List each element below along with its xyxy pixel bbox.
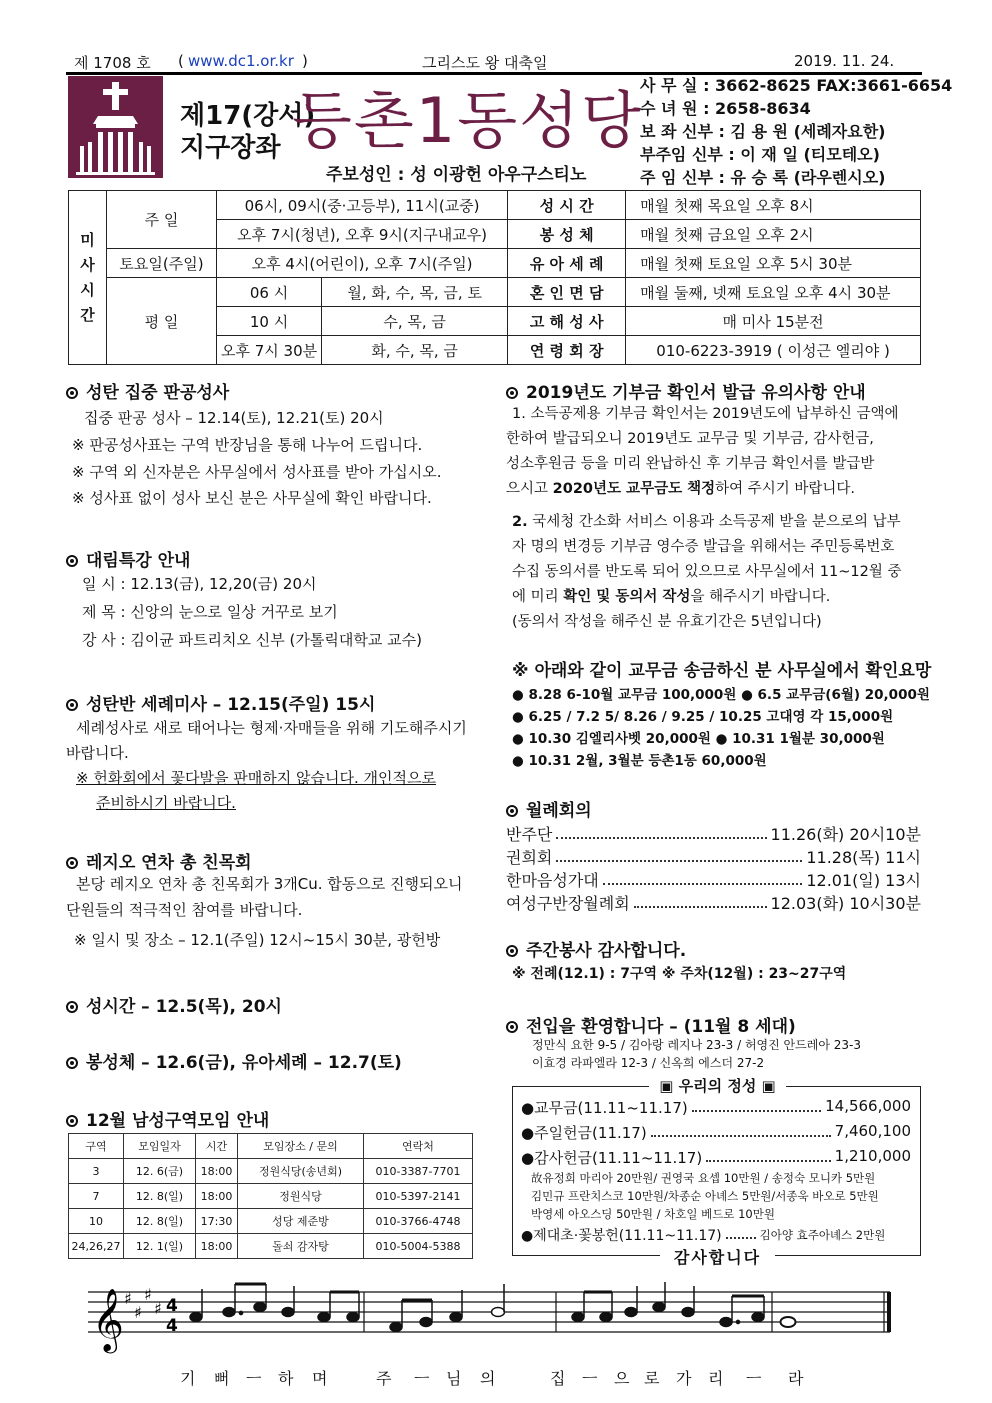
district-line-1: 제17(강서) [180, 101, 316, 131]
lyric-syllable: 으 [614, 1369, 630, 1388]
section-title-service-thanks [506, 936, 686, 961]
sunday-label: 주 일 [107, 191, 217, 249]
lyric-syllable: ㅡ [246, 1369, 262, 1388]
offering-box [512, 1077, 921, 1267]
leader-dots [706, 1147, 830, 1162]
row-label: 연 령 회 장 [508, 336, 626, 365]
remittance-line: ● 6.25 / 7.2 5/ 8.26 / 9.25 / 10.25 고대영 각 15,000원 [512, 709, 894, 725]
remittance-line: ● 10.30 김엘리사벳 20,000원 ● 10.31 1월분 30,000원 [512, 731, 885, 747]
table-cell: 18:00 [196, 1234, 238, 1259]
receipt-number: 2. [512, 514, 528, 530]
row-label: 고 해 성 사 [508, 307, 626, 336]
lyric-syllable: 주 [376, 1369, 392, 1388]
lyric-syllable: ㅡ [746, 1369, 762, 1388]
side-char: 시 [80, 280, 95, 299]
table-cell: 12. 8(일) [124, 1209, 196, 1234]
staff-svg [66, 1276, 924, 1360]
offering-row [521, 1147, 911, 1168]
lyric-syllable: 님 [446, 1369, 462, 1388]
leader-dots [634, 891, 767, 908]
leader-dots [556, 845, 802, 862]
header-bar [66, 52, 922, 72]
confession-line: 집중 판공 성사 – 12.14(토), 12.21(토) 20시 [84, 409, 384, 427]
title-text: 성탄 집중 판공성사 [86, 383, 230, 403]
patron-saint: 주보성인 : 성 이광헌 아우구스티노 [326, 165, 587, 185]
advent-line: 제 목 : 신앙의 눈으로 일상 거꾸로 보기 [82, 603, 338, 621]
table-cell: 18:00 [196, 1159, 238, 1184]
bullet-icon [66, 1001, 78, 1013]
table-row [69, 1209, 473, 1234]
receipt-text: 에 미리 [512, 589, 559, 605]
table-header: 모임장소 / 문의 [238, 1134, 364, 1159]
offering-amount: 1,210,000 [834, 1147, 911, 1165]
offering-name: ●제대초·꽃봉헌(11.11~11.17) [521, 1228, 722, 1244]
row-value: 매월 둘째, 넷째 토요일 오후 4시 30분 [626, 278, 921, 307]
lyric-syllable: 뻐 [214, 1369, 230, 1388]
title-text: 대림특강 안내 [86, 551, 191, 571]
sunday-times-2: 오후 7시(청년), 오후 9시(지구내교우) [217, 220, 508, 249]
table-cell: 12. 1(일) [124, 1234, 196, 1259]
contact-line: 부주임 신부 : 이 재 일 (티모테오) [640, 145, 880, 164]
church-title: 등촌1동성당 [292, 84, 643, 157]
sharp-icon: ♯ [134, 1303, 142, 1322]
bullet-icon [66, 555, 78, 567]
weekday-time: 오후 7시 30분 [217, 336, 322, 365]
section-title-confession [66, 378, 229, 403]
weekday-days: 화, 수, 목, 금 [322, 336, 508, 365]
contact-line: 주 임 신부 : 유 승 록 (라우렌시오) [640, 168, 886, 187]
row-label: 성 시 간 [508, 191, 626, 220]
leader-dots [556, 822, 766, 839]
receipt-emphasis: 확인 및 동의서 작성 [563, 589, 691, 605]
row-label: 봉 성 체 [508, 220, 626, 249]
title-text: 전입을 환영합니다 – (11월 8 세대) [526, 1017, 796, 1037]
offering-row [521, 1097, 911, 1118]
table-row [69, 1234, 473, 1259]
receipt-text: 을 해주시기 바랍니다. [690, 589, 831, 605]
title-text: 2019년도 기부금 확인서 발급 유의사항 안내 [526, 383, 866, 403]
row-label: 혼 인 면 담 [508, 278, 626, 307]
legio-line: ※ 일시 및 장소 – 12.1(주일) 12시~15시 30분, 광헌방 [74, 931, 441, 949]
detail-line: 박영세 아오스딩 50만원 / 차호일 베드로 10만원 [531, 1207, 775, 1221]
baptism-line: 세례성사로 새로 태어나는 형제·자매들을 위해 기도해주시기 [76, 719, 467, 737]
meeting-time: 11.26(화) 20시10분 [770, 825, 921, 844]
table-cell: 010-5004-5388 [364, 1234, 473, 1259]
bullet-icon [66, 857, 78, 869]
table-cell: 12. 6(금) [124, 1159, 196, 1184]
leader-dots [726, 1225, 756, 1239]
row-value: 매 미사 15분전 [626, 307, 921, 336]
table-cell: 돌쇠 감자탕 [238, 1234, 364, 1259]
offering-amount: 14,566,000 [825, 1097, 911, 1115]
bullet-icon [66, 387, 78, 399]
table-cell: 17:30 [196, 1209, 238, 1234]
lyric-syllable: 며 [312, 1369, 328, 1388]
thanks-text: 감사합니다 [660, 1248, 775, 1267]
title-text: 봉성체 – 12.6(금), 유아세례 – 12.7(토) [86, 1053, 402, 1073]
website-link[interactable]: www.dc1.or.kr [188, 52, 294, 70]
legio-line: 단원들의 적극적인 참여를 바랍니다. [66, 901, 303, 919]
contact-line: 보 좌 신부 : 김 용 원 (세례자요한) [640, 122, 886, 141]
table-cell: 010-5397-2141 [364, 1184, 473, 1209]
table-cell: 7 [69, 1184, 124, 1209]
saturday-times: 오후 4시(어린이), 오후 7시(주일) [217, 249, 508, 278]
meeting-time: 11.28(목) 11시 [806, 848, 921, 867]
baptism-line: 준비하시기 바랍니다. [96, 794, 236, 812]
sharp-icon: ♯ [124, 1289, 132, 1308]
thanksgiving-detail [531, 1169, 879, 1223]
receipt-line: 자 명의 변경등 기부금 영수증 발급을 위해서는 주민등록번호 [512, 539, 895, 555]
offering-row [521, 1122, 911, 1143]
table-cell: 010-3766-4748 [364, 1209, 473, 1234]
treble-clef-icon: 𝄞 [92, 1288, 124, 1351]
confession-line: ※ 성사표 없이 성사 보신 분은 사무실에 확인 바랍니다. [72, 489, 432, 507]
meeting-row [506, 891, 921, 914]
table-row [69, 1159, 473, 1184]
receipt-line [512, 585, 830, 610]
lyric-syllable: 의 [480, 1369, 496, 1388]
receipt-line: 수집 동의서를 반도록 되어 있으므로 사무실에서 11~12월 중 [512, 564, 902, 580]
offering-name: ●교무금(11.11~11.17) [521, 1099, 688, 1117]
advent-line: 강 사 : 김이균 파트리치오 신부 (가톨릭대학교 교수) [82, 631, 422, 649]
sunday-times-1: 06시, 09시(중·고등부), 11시(교중) [217, 191, 508, 220]
bullet-icon [66, 699, 78, 711]
title-text: 주간봉사 감사합니다. [526, 941, 687, 961]
lyric-syllable: 라 [788, 1369, 804, 1388]
bullet-icon [506, 387, 518, 399]
side-char: 간 [80, 305, 95, 324]
welcome-line: 정만식 요한 9-5 / 김아랑 레지나 23-3 / 허영진 안드레아 23-3 [532, 1038, 861, 1052]
table-header: 모임일자 [124, 1134, 196, 1159]
mens-meeting-table [68, 1133, 473, 1259]
baptism-line: 바랍니다. [66, 744, 129, 762]
leader-dots [651, 1122, 831, 1137]
receipt-line: 성소후원금 등을 미리 완납하신 후 기부금 확인서를 발급받 [506, 456, 875, 472]
meeting-name: 여성구반장월례회 [506, 894, 630, 913]
offering-name: ●감사헌금(11.11~11.17) [521, 1149, 703, 1167]
receipt-text: 으시고 [506, 481, 549, 497]
section-title-donation-receipt [506, 378, 866, 403]
lyric-syllable: 리 [708, 1369, 724, 1388]
thanks-wrap [513, 1245, 922, 1268]
lyric-syllable: ㅡ [582, 1369, 598, 1388]
leader-dots [692, 1097, 821, 1112]
remittance-line: ● 8.28 6-10월 교무금 100,000원 ● 6.5 교무금(6월) 20,000원 [512, 687, 930, 703]
meeting-name: 한마음성가대 [506, 871, 599, 890]
confession-line: ※ 판공성사표는 구역 반장님을 통해 나누어 드립니다. [72, 436, 423, 454]
title-text: 성탄반 세례미사 – 12.15(주일) 15시 [86, 695, 376, 715]
section-title-holy-hour [66, 992, 282, 1017]
section-title-welcome [506, 1012, 796, 1037]
section-title-advent [66, 546, 190, 571]
bullet-icon [66, 1115, 78, 1127]
meeting-row [506, 822, 921, 845]
meeting-name: 권희회 [506, 848, 553, 867]
meeting-name: 반주단 [506, 825, 553, 844]
row-label: 유 아 세 례 [508, 249, 626, 278]
offering-title: ▣ 우리의 정성 ▣ [649, 1077, 785, 1095]
table-header: 연락처 [364, 1134, 473, 1159]
lyric-syllable: 하 [278, 1369, 294, 1388]
paren-open: ( [178, 52, 184, 70]
section-title-communion [66, 1048, 402, 1073]
saturday-label: 토요일(주일) [107, 249, 217, 278]
issue-number: 제 1708 호 [74, 54, 151, 72]
weekday-label: 평 일 [107, 278, 217, 365]
table-cell: 성당 제준방 [238, 1209, 364, 1234]
section-title-monthly-meeting [506, 796, 592, 821]
bullet-icon [506, 945, 518, 957]
music-staff [66, 1276, 924, 1360]
meeting-time: 12.03(화) 10시30분 [770, 894, 921, 913]
weekday-days: 월, 화, 수, 목, 금, 토 [322, 278, 508, 307]
time-sig-top: 4 [166, 1296, 178, 1316]
confession-line: ※ 구역 외 신자분은 사무실에서 성사표를 받아 가십시오. [72, 463, 442, 481]
mass-schedule-table [68, 190, 921, 365]
detail-line: 김민규 프란치스코 10만원/차종순 아녜스 5만원/서종욱 바오로 5만원 [531, 1189, 879, 1203]
section-title-baptism [66, 690, 375, 715]
offering-amount: 김아양 효주아녜스 2만원 [759, 1228, 886, 1242]
table-header-row [69, 1134, 473, 1159]
table-cell: 12. 8(일) [124, 1184, 196, 1209]
contact-line: 사 무 실 : 3662-8625 FAX:3661-6654 [640, 76, 953, 95]
row-value: 010-6223-3919 ( 이성근 엘리야 ) [626, 336, 921, 365]
table-cell: 정원식당(송년회) [238, 1159, 364, 1184]
weekday-days: 수, 목, 금 [322, 307, 508, 336]
section-title-mens-meeting [66, 1106, 269, 1131]
title-text: 월례회의 [526, 801, 592, 821]
section-title-remittance-check: ※ 아래와 같이 교무금 송금하신 분 사무실에서 확인요망 [512, 661, 932, 681]
offering-amount: 7,460,100 [834, 1122, 911, 1140]
baptism-line: ※ 헌화회에서 꽃다발을 판매하지 않습니다. 개인적으로 [76, 769, 436, 787]
legio-line: 본당 레지오 연차 총 친목회가 3개Cu. 합동으로 진행되오니 [76, 875, 463, 893]
leader-dots [603, 868, 803, 885]
offering-name: ●주일헌금(11.17) [521, 1124, 647, 1142]
table-header: 시간 [196, 1134, 238, 1159]
row-value: 매월 첫째 금요일 오후 2시 [626, 220, 921, 249]
feast-name: 그리스도 왕 대축일 [422, 54, 548, 72]
time-sig-bottom: 4 [166, 1316, 178, 1336]
title-text: 12월 남성구역모임 안내 [86, 1111, 270, 1131]
table-cell: 정원식당 [238, 1184, 364, 1209]
sharp-icon: ♯ [144, 1285, 152, 1304]
receipt-text: 국세청 간소화 서비스 이용과 소득공제 받을 분으로의 납부 [532, 514, 901, 530]
lyric-syllable: 기 [180, 1369, 196, 1388]
meeting-time: 12.01(일) 13시 [806, 871, 921, 890]
issue-date: 2019. 11. 24. [794, 52, 895, 70]
lyric-syllable: 로 [644, 1369, 660, 1388]
advent-line: 일 시 : 12.13(금), 12,20(금) 20시 [82, 575, 317, 593]
detail-line: 故유정희 마리아 20만원/ 권영국 요셉 10만원 / 송정숙 모니카 5만원 [531, 1171, 876, 1185]
lyric-syllable: 집 [550, 1369, 566, 1388]
row-value: 매월 첫째 토요일 오후 5시 30분 [626, 249, 921, 278]
mass-time-label [69, 191, 107, 365]
offering-row [521, 1225, 911, 1245]
receipt-line [512, 510, 901, 535]
weekday-time: 10 시 [217, 307, 322, 336]
weekday-time: 06 시 [217, 278, 322, 307]
paren-close: ) [302, 52, 308, 70]
table-cell: 010-3387-7701 [364, 1159, 473, 1184]
lyric-syllable: 가 [676, 1369, 692, 1388]
row-value: 매월 첫째 목요일 오후 8시 [626, 191, 921, 220]
lyric-syllable: ㅡ [414, 1369, 430, 1388]
table-cell: 24,26,27 [69, 1234, 124, 1259]
table-cell: 3 [69, 1159, 124, 1184]
service-line: ※ 전례(12.1) : 7구역 ※ 주차(12월) : 23~27구역 [512, 966, 847, 982]
sharp-icon: ♯ [154, 1299, 162, 1318]
section-title-legio [66, 848, 252, 873]
offering-title-wrap [513, 1075, 922, 1096]
receipt-line: (동의서 작성을 해주신 분 유효기간은 5년입니다) [512, 614, 822, 630]
remittance-line: ● 10.31 2월, 3월분 등촌1동 60,000원 [512, 753, 767, 769]
church-logo [68, 76, 163, 178]
welcome-line: 이효경 라파엘라 12-3 / 신옥희 에스더 27-2 [532, 1056, 765, 1070]
table-cell: 10 [69, 1209, 124, 1234]
bullet-icon [506, 805, 518, 817]
receipt-line: 1. 소득공제용 기부금 확인서는 2019년도에 납부하신 금액에 [512, 406, 899, 422]
contact-list [640, 74, 952, 189]
receipt-line: 한하여 발급되오니 2019년도 교무금 및 기부금, 감사헌금, [506, 431, 874, 447]
side-char: 미 [80, 230, 95, 249]
title-text: 레지오 연차 총 친목회 [86, 853, 252, 873]
meeting-row [506, 868, 921, 891]
table-row [69, 1184, 473, 1209]
title-text: 성시간 – 12.5(목), 20시 [86, 997, 282, 1017]
contact-line: 수 녀 원 : 2658-8634 [640, 99, 811, 118]
receipt-line [506, 477, 855, 502]
table-cell: 18:00 [196, 1184, 238, 1209]
bullet-icon [66, 1057, 78, 1069]
bullet-icon [506, 1021, 518, 1033]
meeting-row [506, 845, 921, 868]
receipt-text: 하여 주시기 바랍니다. [715, 481, 856, 497]
table-header: 구역 [69, 1134, 124, 1159]
receipt-emphasis: 2020년도 교무금도 책정 [552, 481, 716, 497]
district-line-2: 지구장좌 [180, 133, 281, 163]
side-char: 사 [80, 255, 95, 274]
